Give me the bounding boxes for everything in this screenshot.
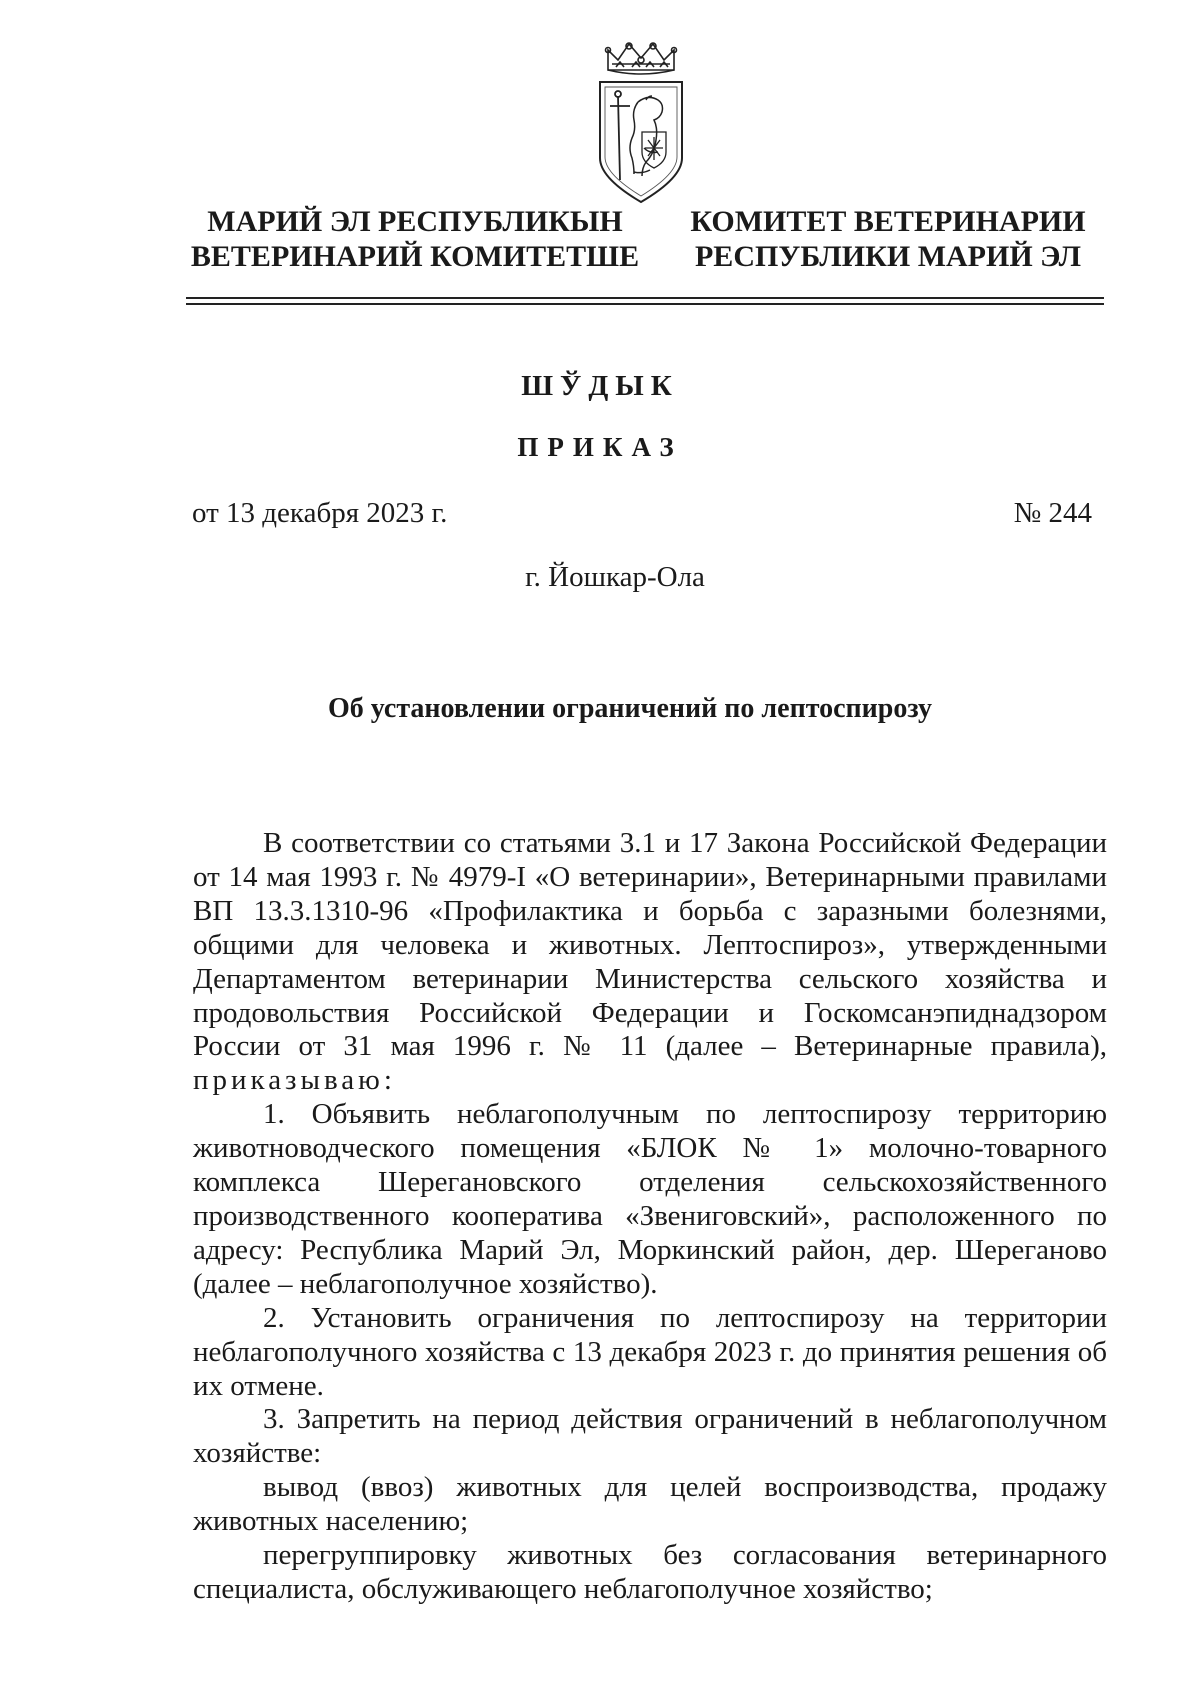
issuer-russian-line-1: КОМИТЕТ ВЕТЕРИНАРИИ: [690, 205, 1086, 238]
header-divider-bottom: [186, 303, 1104, 305]
document-type-russian: ПРИКАЗ: [517, 432, 683, 462]
header-divider-top: [186, 297, 1104, 299]
item-2-paragraph: 2. Установить ограничения по лептоспирозу на территории неблагополучного хозяйства с 13 декабря 2023 г. до принятия решения об их отмене.: [193, 1301, 1107, 1402]
preamble-text: В соответствии со статьями 3.1 и 17 Закона Российской Федерации от 14 мая 1993 г. № 4979-I «О ветеринарии», Ветеринарными правилами ВП 13.3.1310-96 «Профилактика и борьба с заразными болезнями, общими для человека и животных. Лептоспироз», утвержденными Департаментом ветеринарии Министерства сельского хозяйства и продовольствия Российской Федерации и Госкомсанэпиднадзором России от 31 мая 1996 г. № 11 (далее – Ветеринарные правила),: [193, 827, 1107, 1063]
issuer-russian-line-2: РЕСПУБЛИКИ МАРИЙ ЭЛ: [694, 240, 1081, 273]
preamble-paragraph: [193, 827, 1107, 1098]
order-number: № 244: [1013, 497, 1092, 529]
item-1-paragraph: 1. Объявить неблагополучным по лептоспирозу территорию животноводческого помещения «БЛОК № 1» молочно-товарного комплекса Шереганoвского отделения сельскохозяйственного производственного кооператива «Звениговский», расположенного по адресу: Республика Марий Эл, Моркинский район, дер. Шереганово (далее – неблагополучное хозяйство).: [193, 1098, 1107, 1300]
order-word: приказываю:: [193, 1064, 396, 1097]
document-type-mari: ШЎДЫК: [521, 370, 679, 402]
item-3-paragraph: 3. Запретить на период действия ограничений в неблагополучном хозяйстве:: [193, 1403, 1107, 1470]
item-3-subpoint-1: вывод (ввоз) животных для целей воспроизводства, продажу животных населению;: [193, 1471, 1107, 1538]
order-subject: Об установлении ограничений по лептоспирозу: [327, 693, 933, 724]
order-date: от 13 декабря 2023 г.: [192, 497, 448, 529]
issuer-name-russian: [686, 204, 1090, 274]
issue-city: г. Йошкар-Ола: [525, 561, 705, 593]
issuer-mari-line-1: МАРИЙ ЭЛ РЕСПУБЛИКЫН: [207, 205, 623, 238]
order-body: [193, 827, 1107, 1607]
issuer-mari-line-2: ВЕТЕРИНАРИЙ КОМИТЕТШЕ: [190, 240, 640, 273]
issuer-name-mari: [190, 204, 640, 274]
item-3-subpoint-2: перегруппировку животных без согласования ветеринарного специалиста, обслуживающего неблагополучное хозяйство;: [193, 1539, 1107, 1605]
coat-of-arms-icon: [586, 40, 696, 208]
